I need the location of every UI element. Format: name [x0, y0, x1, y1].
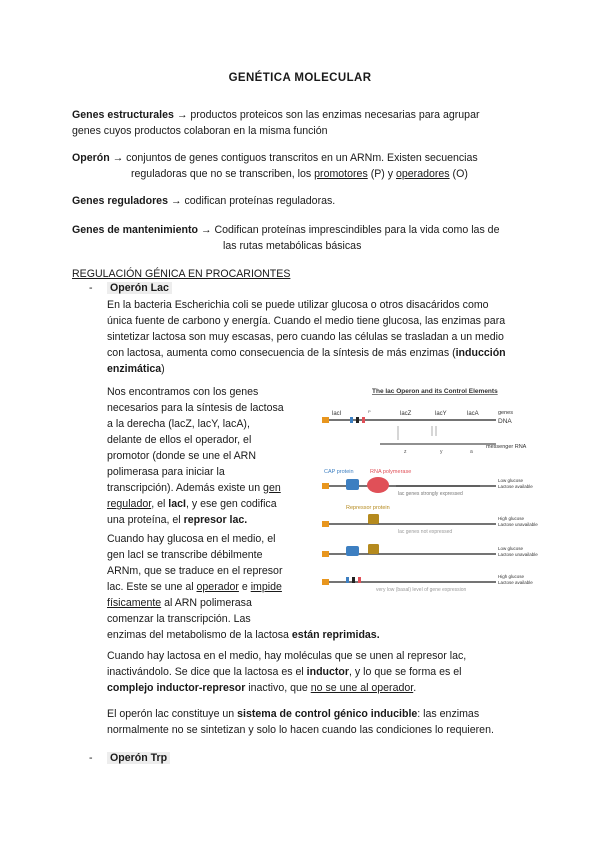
paragraph-glucosa: Cuando hay glucosa en el medio, el gen lacI se transcribe débilmente ARNm, que se traduce en el represor lac. Este se une al operador e impide físicamente al ARN polimerasa comenzar la transcripción. Las enzimas del metabolismo de la lactosa están reprimidas.: [107, 533, 380, 641]
promoter-label: P: [368, 409, 371, 414]
term: Genes reguladores: [72, 195, 168, 207]
term: Operón: [72, 152, 110, 164]
definition-operon-line2: reguladoras que no se transcriben, los promotores (P) y operadores (O): [131, 168, 468, 180]
condition-2b: Lactose unavailable: [498, 522, 538, 527]
paragraph-lactosa: Cuando hay lactosa en el medio, hay moléculas que se unen al represor lac, inactivándolo. Se dice que la lactosa es el inductor, y lo que se forma es el complejo inductor-represor inactivo, que no se une al operador.: [107, 650, 467, 694]
laci-mark: [322, 579, 329, 585]
definition-mantenimiento: Genes de mantenimiento → Codifican proteínas imprescindibles para la vida como las de: [72, 224, 500, 236]
definition-mantenimiento-line2: las rutas metabólicas básicas: [223, 240, 362, 252]
strongly-expressed-label: lac genes strongly expressed: [398, 491, 463, 497]
condition-row-3: [322, 544, 538, 557]
mrna-y-label: y: [440, 449, 443, 455]
condition-1b: Lactose available: [498, 484, 533, 489]
term: Genes estructurales: [72, 109, 174, 121]
bullet-dash: -: [89, 752, 93, 764]
condition-2a: High glucose: [498, 516, 525, 521]
not-expressed-label: lac genes not expressed: [398, 529, 453, 535]
operator-mark: [362, 417, 365, 423]
mrna-z-label: z: [404, 449, 407, 455]
operator-mark: [358, 577, 361, 583]
rna-polymerase-shape: [367, 477, 389, 493]
rna-polymerase-label: RNA polymerase: [370, 469, 412, 475]
laci-mark: [322, 483, 329, 489]
repressor-shape: [368, 514, 379, 524]
bullet-operon-lac: Operón Lac: [107, 282, 172, 294]
paragraph-inducible: El operón lac constituye un sistema de control génico inducible: las enzimas normalmente no se sintetizan y solo lo hacen cuando las condiciones lo requieren.: [107, 708, 494, 736]
weak-expression-label: very low (basal) level of gene expression: [376, 587, 467, 593]
paragraph-intro: En la bacteria Escherichia coli se puede utilizar glucosa o otros disacáridos como única fuente de carbono y energía. Cuando el medio tiene glucosa, las enzimas para sintetizar lactosa son muy escasas, pero cuando las células se trasladan a un medio con lactosa, aumenta como consecuencia de la síntesis de más enzimas (inducción enzimática): [107, 299, 506, 375]
lac-operon-diagram: [320, 384, 538, 602]
promoter-mark: [352, 577, 355, 583]
repressor-protein-label: Repressor protein: [346, 505, 390, 511]
diagram-title: The lac Operon and its Control Elements: [372, 388, 498, 395]
dna-row: [322, 409, 513, 440]
mrna-a-label: a: [470, 449, 473, 455]
condition-row-1: [322, 469, 533, 497]
condition-4a: High glucose: [498, 574, 525, 579]
condition-3b: Lactose unavailable: [498, 552, 538, 557]
laci-promoter-mark: [322, 417, 329, 423]
gene-laci-label: lacI: [332, 411, 342, 417]
cap-protein-shape: [346, 546, 359, 556]
definition-estructurales: Genes estructurales → productos proteicos son las enzimas necesarias para agrupar genes cuyos productos colaboran en la misma función: [72, 109, 480, 137]
promoter-mark: [356, 417, 359, 423]
definition-reguladores: Genes reguladores → codifican proteínas reguladoras.: [72, 195, 336, 207]
cap-site-mark: [350, 417, 353, 423]
condition-3a: Low glucose: [498, 546, 524, 551]
mrna-label: messenger RNA: [486, 444, 527, 450]
page-title: GENÉTICA MOLECULAR: [228, 72, 372, 84]
condition-row-4: [322, 574, 533, 593]
section-heading: REGULACIÓN GÉNICA EN PROCARIONTES: [72, 268, 291, 280]
cap-protein-label: CAP protein: [324, 469, 354, 475]
repressor-shape: [368, 544, 379, 554]
definition-operon: Operón → conjuntos de genes contiguos transcritos en un ARNm. Existen secuencias: [72, 152, 478, 164]
condition-1a: Low glucose: [498, 478, 524, 483]
laci-mark: [322, 521, 329, 527]
bullet-operon-trp: Operón Trp: [107, 752, 170, 764]
bullet-dash: -: [89, 282, 93, 294]
cap-site-mark: [346, 577, 349, 583]
condition-4b: Lactose available: [498, 580, 533, 585]
gene-lacz-label: lacZ: [400, 411, 412, 417]
gene-laca-label: lacA: [467, 411, 479, 417]
laci-mark: [322, 551, 329, 557]
paragraph-genes: Nos encontramos con los genes necesarios para la síntesis de lactosa a la derecha (lacZ, lacY, lacA), delante de ellos el operador, el promotor (donde se une el ARN polimerasa para iniciar la transcripción). Además existe un gen regulador, el lacI, y ese gen codifica una proteína, el represor lac.: [107, 386, 284, 526]
cap-protein-shape: [346, 479, 359, 490]
mrna-row: [380, 444, 527, 455]
dna-label: DNA: [498, 418, 512, 425]
genes-label: genes: [498, 410, 513, 416]
gene-lacy-label: lacY: [435, 411, 447, 417]
lac-operon-figure: [320, 384, 538, 602]
term: Genes de mantenimiento: [72, 224, 198, 236]
condition-row-2: [322, 505, 538, 535]
